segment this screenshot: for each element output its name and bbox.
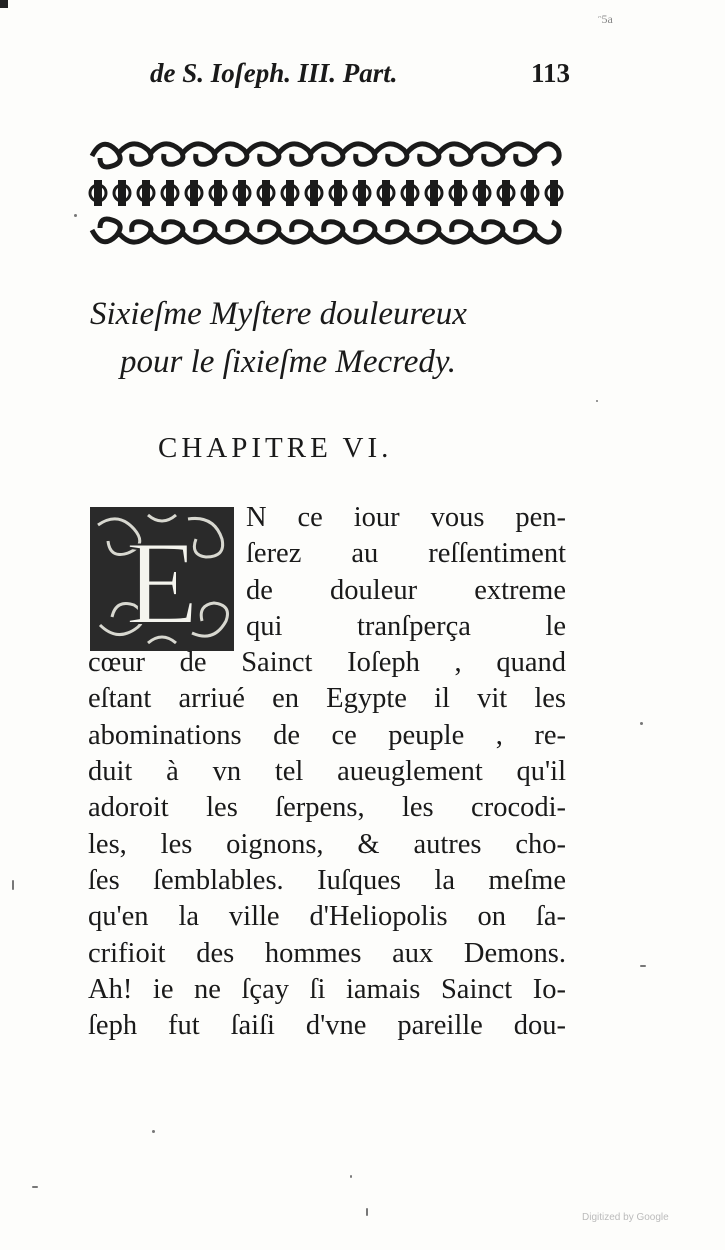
body-line: ſerez au reſſentiment — [246, 538, 566, 570]
corner-scribble: ᵔ5a — [598, 12, 613, 26]
heading-line-1: Sixieſme Myſtere douleureux — [90, 296, 467, 332]
scan-corner-mark — [0, 0, 8, 8]
heading-line-2: pour le ſixieſme Mecredy. — [120, 344, 456, 380]
body-line: qu'en la ville d'Heliopolis on ſa- — [88, 901, 566, 933]
body-line: adoroit les ſerpens, les crocodi- — [88, 792, 566, 824]
digitization-watermark: Digitized by Google — [582, 1212, 669, 1223]
body-line: N ce iour vous pen- — [246, 502, 566, 533]
body-line: les, les oignons, & autres cho- — [88, 828, 566, 860]
body-line: eſtant arriué en Egypte il vit les — [88, 683, 566, 715]
body-line: cœur de Sainct Ioſeph , quand — [88, 647, 566, 679]
ornament-top-row — [92, 144, 559, 167]
body-line: ſeph fut ſaiſi d'vne pareille dou- — [88, 1010, 566, 1042]
section-heading — [88, 290, 578, 386]
running-head-title: de S. Ioſeph. III. Part. — [150, 58, 398, 88]
ornament-bottom-row — [92, 219, 559, 242]
ornamental-headpiece — [88, 130, 564, 254]
body-line: Ah! ie ne ſçay ſi iamais Sainct Io- — [88, 973, 566, 1005]
body-text — [88, 500, 566, 1044]
dropcap-letter: E — [125, 516, 199, 649]
body-line: de douleur extreme — [246, 574, 566, 606]
body-line: ſes ſemblables. Iuſques la meſme — [88, 864, 566, 896]
body-line: crifioit des hommes aux Demons. — [88, 937, 566, 969]
body-line: duit à vn tel aueuglement qu'il — [88, 756, 566, 788]
body-line: abominations de ce peuple , re- — [88, 719, 566, 751]
page-number: 113 — [530, 58, 570, 88]
chapter-title: CHAPITRE VI. — [158, 432, 393, 464]
ornament-middle-row — [90, 180, 562, 206]
running-head — [150, 58, 570, 98]
body-line: qui tranſperça le — [246, 610, 566, 642]
